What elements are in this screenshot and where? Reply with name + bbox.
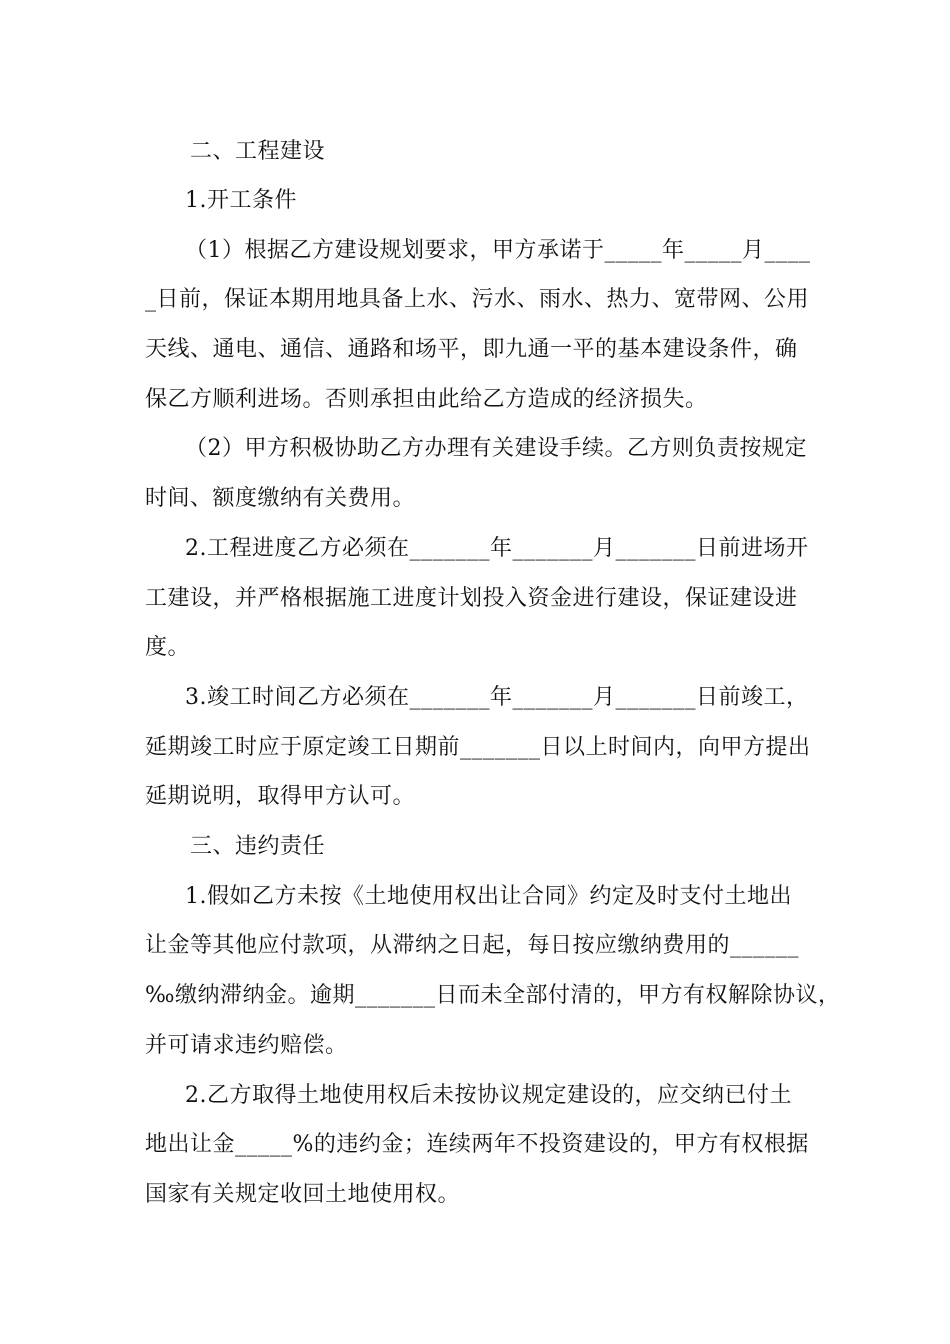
paragraph-line: _日前，保证本期用地具备上水、污水、雨水、热力、宽带网、公用 [145,287,810,312]
paragraph-line: 2.工程进度乙方必须在_______年_______月_______日前进场开 [185,536,809,561]
paragraph-line: 国家有关规定收回土地使用权。 [145,1182,461,1207]
paragraph-line: 地出让金_____%的违约金；连续两年不投资建设的，甲方有权根据 [145,1132,809,1157]
paragraph-line: 工建设，并严格根据施工进度计划投入资金进行建设，保证建设进 [145,586,798,611]
paragraph-line: 天线、通电、通信、通路和场平，即九通一平的基本建设条件，确 [145,337,798,362]
paragraph-line: ‰缴纳滞纳金。逾期_______日而未全部付清的，甲方有权解除协议， [145,983,841,1008]
paragraph-line: 并可请求违约赔偿。 [145,1033,348,1058]
paragraph-line: 延期说明，取得甲方认可。 [145,784,416,809]
paragraph-line: （2）甲方积极协助乙方办理有关建设手续。乙方则负责按规定 [185,436,807,461]
paragraph-line: （1）根据乙方建设规划要求，甲方承诺于_____年_____月____ [185,238,811,263]
section-heading-construction: 二、工程建设 [190,139,326,164]
section-heading-liability: 三、违约责任 [190,834,326,859]
paragraph-line: 延期竣工时应于原定竣工日期前_______日以上时间内，向甲方提出 [145,735,811,760]
paragraph-line: 2.乙方取得土地使用权后未按协议规定建设的，应交纳已付土 [185,1083,792,1108]
subsection-start-conditions: 1.开工条件 [185,188,297,213]
paragraph-line: 3.竣工时间乙方必须在_______年_______月_______日前竣工， [185,685,809,710]
paragraph-line: 时间、额度缴纳有关费用。 [145,486,416,511]
paragraph-line: 保乙方顺利进场。否则承担由此给乙方造成的经济损失。 [145,387,708,412]
paragraph-line: 让金等其他应付款项，从滞纳之日起，每日按应缴纳费用的______ [145,933,800,958]
paragraph-line: 1.假如乙方未按《土地使用权出让合同》约定及时支付土地出 [185,884,792,909]
paragraph-line: 度。 [145,635,191,660]
